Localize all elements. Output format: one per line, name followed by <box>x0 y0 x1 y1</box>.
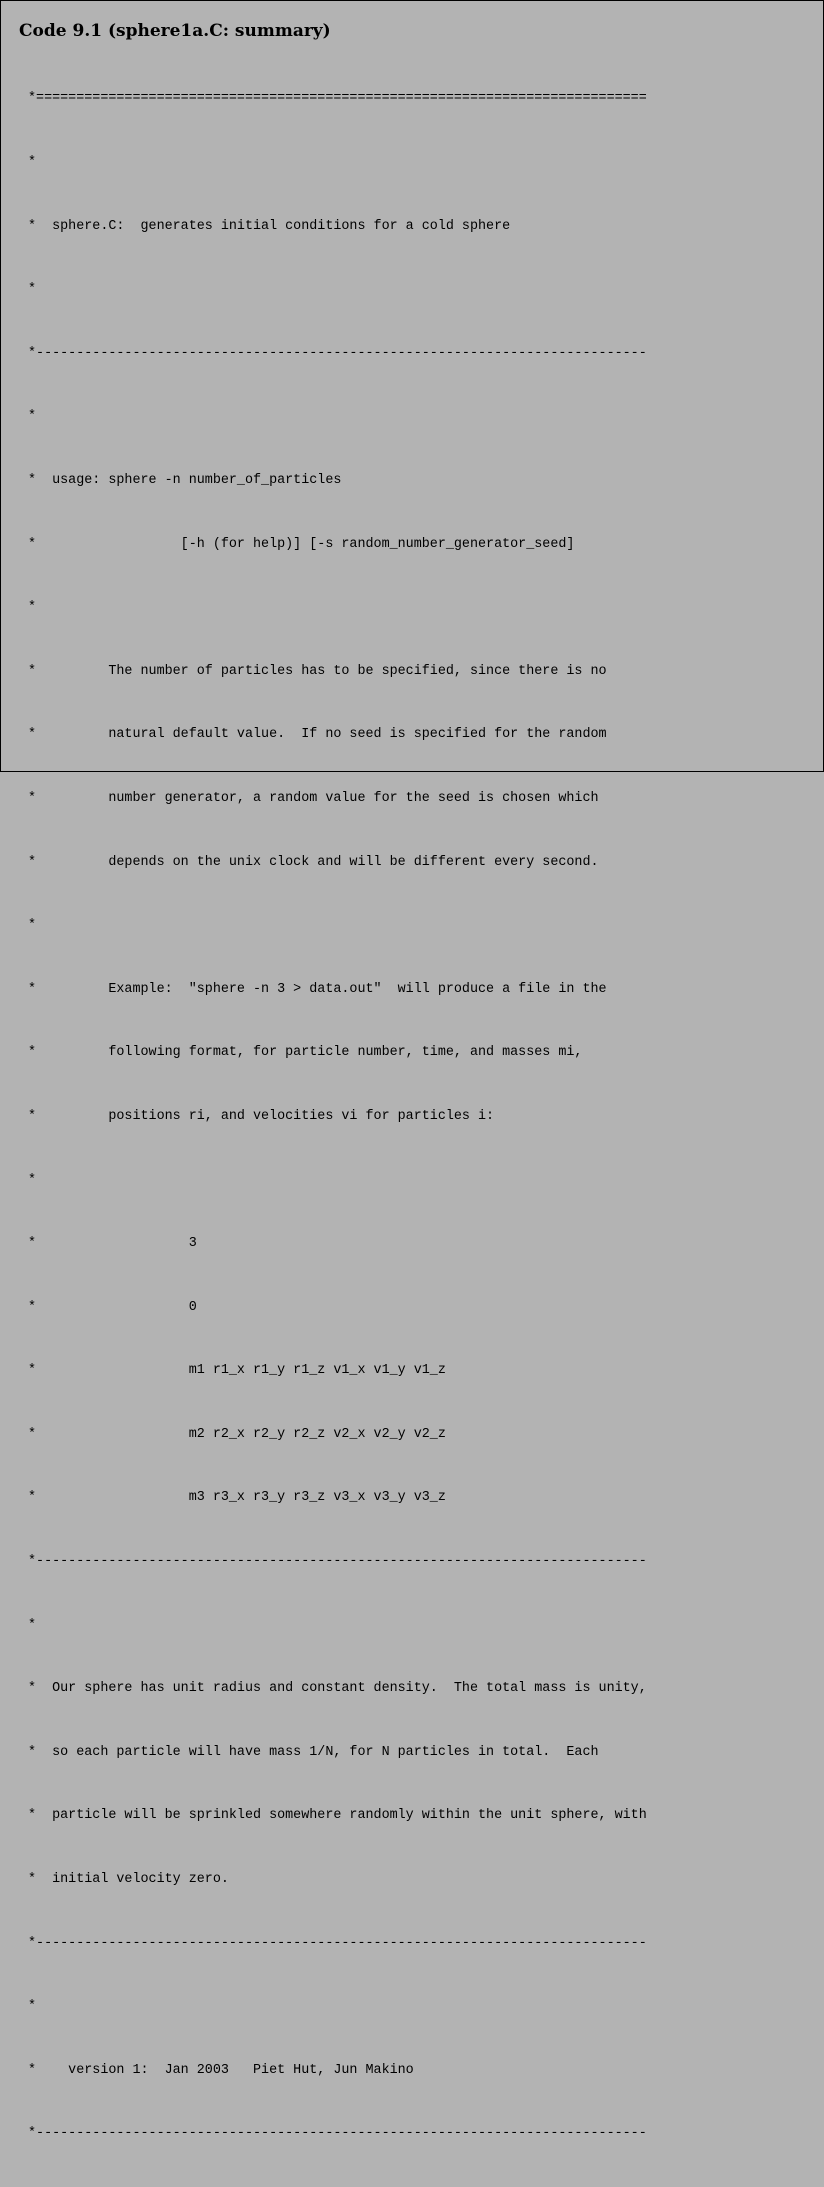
code-line: * <box>28 918 37 934</box>
code-line: *---------------------------------------------------------------------------- <box>28 1554 647 1570</box>
listing-title: Code 9.1 (sphere1a.C: summary) <box>19 21 331 41</box>
code-line: * 3 <box>28 1236 197 1252</box>
code-line: * m1 r1_x r1_y r1_z v1_x v1_y v1_z <box>28 1363 446 1379</box>
code-line: * usage: sphere -n number_of_particles <box>28 472 342 488</box>
code-line: * so each particle will have mass 1/N, for N particles in total. Each <box>28 1744 599 1760</box>
code-line: * <box>28 600 37 616</box>
code-line: * 0 <box>28 1299 197 1315</box>
code-line: * sphere.C: generates initial conditions for a cold sphere <box>28 218 511 234</box>
code-line: * positions ri, and velocities vi for particles i: <box>28 1108 495 1124</box>
code-line: * natural default value. If no seed is specified for the random <box>28 727 607 743</box>
code-line: * depends on the unix clock and will be different every second. <box>28 854 599 870</box>
code-line: * following format, for particle number, time, and masses mi, <box>28 1045 583 1061</box>
code-line: * The number of particles has to be specified, since there is no <box>28 663 607 679</box>
code-line: * version 1: Jan 2003 Piet Hut, Jun Makino <box>28 2062 414 2078</box>
code-line: * <box>28 1617 37 1633</box>
code-line: *---------------------------------------------------------------------------- <box>28 345 647 361</box>
code-line: *============================================================================ <box>28 91 647 107</box>
code-line: *---------------------------------------------------------------------------- <box>28 2126 647 2142</box>
code-line: * [-h (for help)] [-s random_number_generator_seed] <box>28 536 575 552</box>
code-line: * number generator, a random value for the seed is chosen which <box>28 790 599 806</box>
code-line: * Our sphere has unit radius and constant density. The total mass is unity, <box>28 1681 647 1697</box>
code-line: * <box>28 155 37 170</box>
code-line: * Example: "sphere -n 3 > data.out" will produce a file in the <box>28 981 607 997</box>
code-line: * initial velocity zero. <box>28 1872 229 1888</box>
code-line: * <box>28 1172 37 1188</box>
code-line: * particle will be sprinkled somewhere randomly within the unit sphere, with <box>28 1808 647 1824</box>
code-line: *---------------------------------------------------------------------------- <box>28 1935 647 1951</box>
code-line: * <box>28 409 37 425</box>
code-line: * <box>28 282 37 298</box>
code-block <box>28 46 647 2187</box>
code-line: * m2 r2_x r2_y r2_z v2_x v2_y v2_z <box>28 1426 446 1442</box>
code-line: * <box>28 1999 37 2015</box>
code-line: * m3 r3_x r3_y r3_z v3_x v3_y v3_z <box>28 1490 446 1506</box>
